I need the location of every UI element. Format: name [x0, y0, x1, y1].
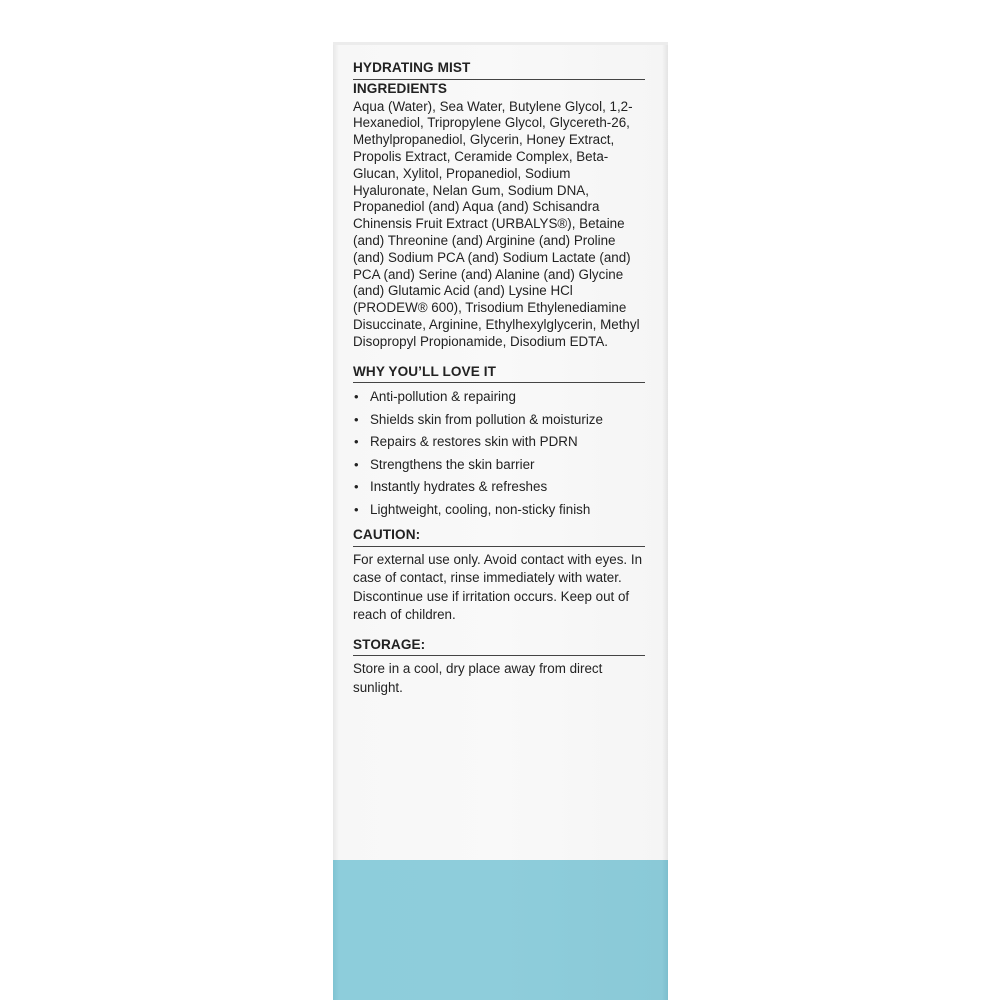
benefit-item	[353, 432, 645, 451]
bullet-icon: •	[354, 479, 359, 495]
bullet-icon: •	[354, 411, 359, 427]
product-box-side-panel	[333, 42, 668, 1000]
product-title: HYDRATING MIST	[353, 60, 645, 80]
box-top-edge	[333, 42, 668, 45]
benefit-item	[353, 500, 645, 519]
ingredients-list: Aqua (Water), Sea Water, Butylene Glycol, 1,2-Hexanediol, Tripropylene Glycol, Glycereth-26, Methylpropanediol, Glycerin, Honey Extract, Propolis Extract, Ceramide Complex, Beta-Glucan, Xylitol, Propanediol, Sodium Hyaluronate, Nelan Gum, Sodium DNA, Propanediol (and) Aqua (and) Schisandra Chinensis Fruit Extract (URBALYS®), Betaine (and) Threonine (and) Arginine (and) Proline (and) Sodium PCA (and) Sodium Lactate (and) PCA (and) Serine (and) Alanine (and) Glycine (and) Glutamic Acid (and) Lysine HCl (PRODEW® 600), Trisodium Ethylenediamine Disuccinate, Arginine, Ethylhexylglycerin, Methyl Disopropyl Propionamide, Disodium EDTA.	[353, 98, 640, 349]
storage-heading: STORAGE:	[353, 637, 645, 657]
teal-accent-band	[333, 860, 668, 1000]
benefit-item	[353, 477, 645, 496]
benefit-item	[353, 387, 645, 406]
benefit-text: Strengthens the skin barrier	[370, 456, 535, 472]
bullet-icon: •	[354, 456, 359, 472]
benefit-text: Shields skin from pollution & moisturize	[370, 411, 603, 427]
bullet-icon: •	[354, 389, 359, 405]
benefit-item	[353, 455, 645, 474]
benefit-text: Anti-pollution & repairing	[370, 389, 516, 405]
storage-text: Store in a cool, dry place away from direct sunlight.	[353, 661, 603, 695]
benefit-text: Repairs & restores skin with PDRN	[370, 434, 578, 450]
caution-text: For external use only. Avoid contact with eyes. In case of contact, rinse immediately with water. Discontinue use if irritation occurs. Keep out of reach of children.	[353, 551, 643, 623]
benefit-item	[353, 410, 645, 429]
ingredients-heading: INGREDIENTS	[353, 80, 447, 96]
label-content	[353, 60, 645, 697]
bullet-icon: •	[354, 434, 359, 450]
benefit-text: Instantly hydrates & refreshes	[370, 479, 548, 495]
benefit-text: Lightweight, cooling, non-sticky finish	[370, 501, 591, 517]
bullet-icon: •	[354, 501, 359, 517]
why-love-heading: WHY YOU’LL LOVE IT	[353, 364, 645, 384]
benefits-list	[353, 387, 645, 519]
caution-heading: CAUTION:	[353, 527, 645, 547]
